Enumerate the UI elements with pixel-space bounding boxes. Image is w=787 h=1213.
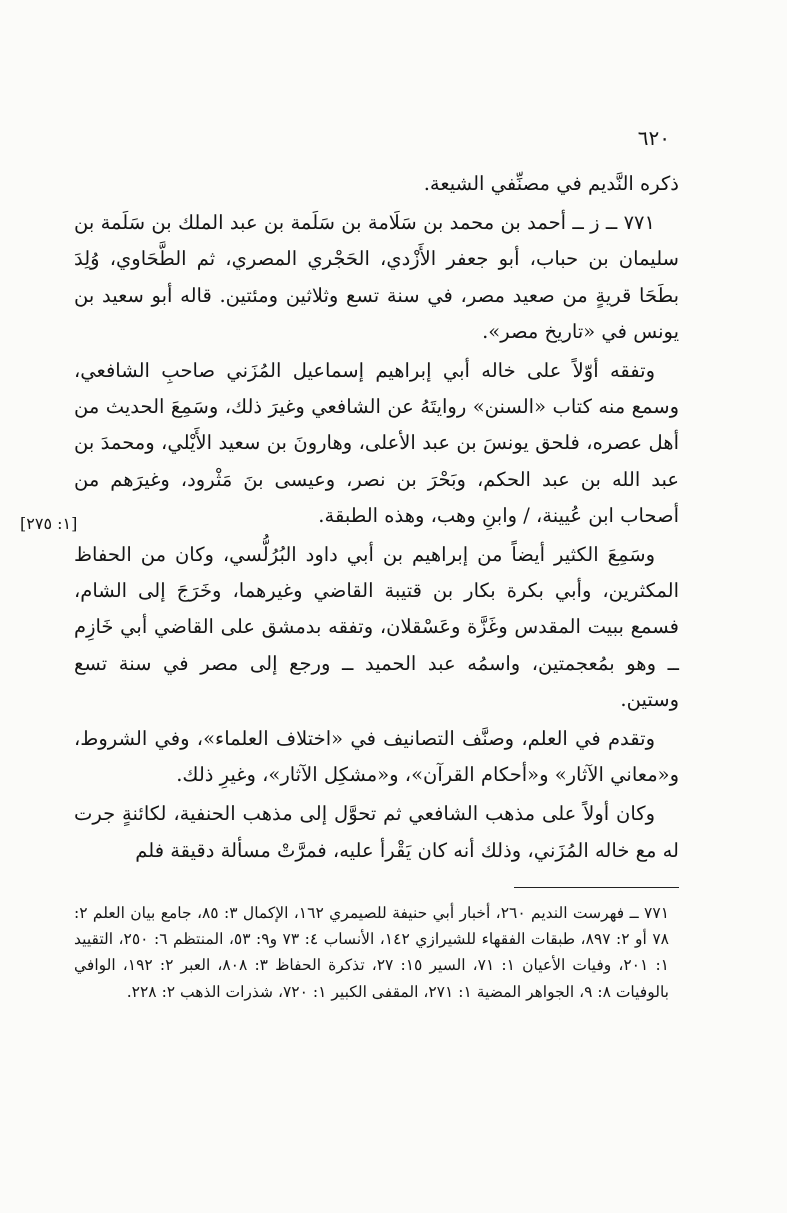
page-number: ٦٢٠ bbox=[637, 126, 670, 150]
paragraph-4: وسَمِعَ الكثير أيضاً من إبراهيم بن أبي داود البُرُلُّسي، وكان من الحفاظ المكثرين، وأبي بكرة بكار بن قتيبة القاضي وغيرهما، وخَرَجَ إلى الشام، فسمع ببيت المقدس وغَزَّة وعَسْقلان، وتفقه بدمشق على القاضي أبي خَازِم ــ وهو بمُعجمتين، واسمُه عبد الحميد ــ ورجع إلى مصر في سنة تسع وستين. bbox=[74, 543, 679, 711]
main-text bbox=[74, 166, 679, 872]
paragraph-6: وكان أولاً على مذهب الشافعي ثم تحوَّل إلى مذهب الحنفية، لكائنةٍ جرت له مع خاله المُزَني، وذلك أنه كان يَقْرأ عليه، فمرَّتْ مسألة دقيقة فلم bbox=[74, 802, 679, 862]
footnote-text: ٧٧١ ــ فهرست النديم ٢٦٠، أخبار أبي حنيفة للصيمري ١٦٢، الإكمال ٣: ٨٥، جامع بيان العلم ٢: ٧٨ أو ٢: ٨٩٧، طبقات الفقهاء للشيرازي ١٤٢، الأنساب ٤: ٧٣ و٩: ٥٣، المنتظم ٦: ٢٥٠، التقييد ١: ٢٠١، وفيات الأعيان ١: ٧١، السير ١٥: ٢٧، تذكرة الحفاظ ٣: ٨٠٨، العبر ٢: ١٩٢، الوافي بالوفيات ٨: ٩، الجواهر المضية ١: ٢٧١، المقفى الكبير ١: ٧٢٠، شذرات الذهب ٢: ٢٢٨. bbox=[74, 904, 670, 1001]
footnote bbox=[74, 900, 669, 1005]
paragraph-1: ذكره النَّديم في مصنِّفي الشيعة. bbox=[423, 172, 679, 195]
paragraph-entry-771: ٧٧١ ــ ز ــ أحمد بن محمد بن سَلَامة بن سَلَمة بن عبد الملك بن سَلَمة بن سليمان بن حباب، أبو جعفر الأَزْدي، الحَجْري المصري، ثم الطَّحَاوي، وُلِدَ بطَحَا قريةٍ من صعيد مصر، في سنة تسع وثلاثين ومئتين. قاله أبو سعيد بن يونس في «تاريخ مصر». bbox=[74, 211, 679, 343]
margin-page-reference: [١: ٢٧٥] bbox=[20, 514, 78, 533]
paragraph-5: وتقدم في العلم، وصنَّف التصانيف في «اختلاف العلماء»، وفي الشروط، و«معاني الآثار» و«أحكام القرآن»، و«مشكِل الآثار»، وغيرِ ذلك. bbox=[74, 727, 679, 787]
footnote-separator bbox=[514, 887, 679, 888]
paragraph-3: وتفقه أوّلاً على خاله أبي إبراهيم إسماعيل المُزَني صاحبِ الشافعي، وسمع منه كتاب «السنن» روايتَهُ عن الشافعي وغيرَ ذلك، وسَمِعَ الحديث من أهل عصره، فلحق يونسَ بن عبد الأعلى، وهارونَ بن سعيد الأَيْلي، ومحمدَ بن عبد الله بن عبد الحكم، وبَحْرَ بن نصر، وعيسى بنَ مَثْرود، وغيرَهم من أصحاب ابن عُيينة، / وابنِ وهب، وهذه الطبقة. bbox=[74, 359, 679, 527]
